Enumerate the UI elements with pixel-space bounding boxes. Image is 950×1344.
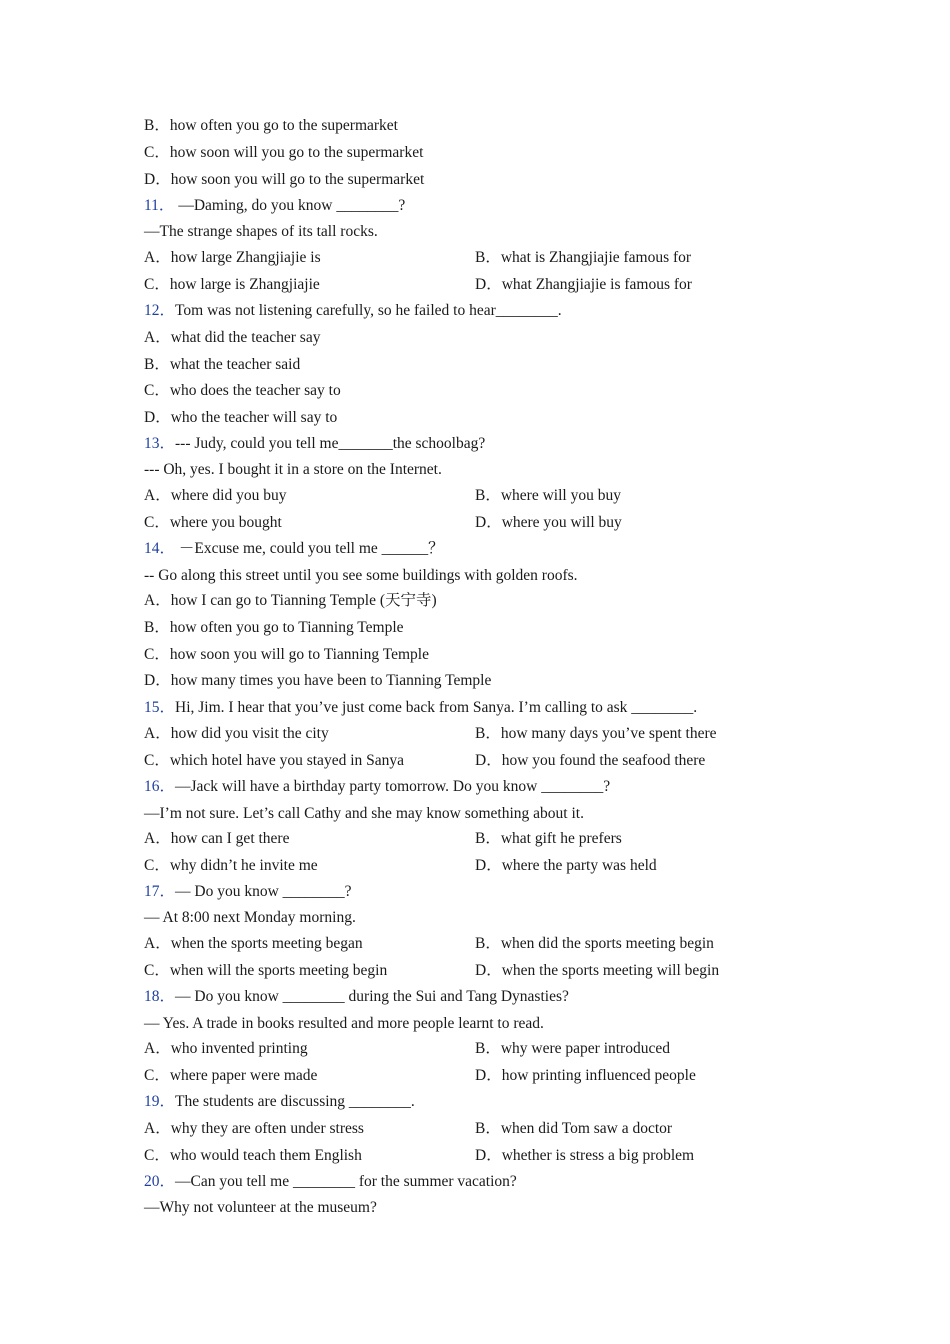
option-c: C．how soon you will go to Tianning Temple [144,646,429,663]
question-number: 20． [144,1173,176,1190]
option-c: C．where you bought [144,514,282,531]
question-17-stem [144,882,352,902]
option-b: B．what the teacher said [144,356,301,373]
question-number: 17． [144,883,176,900]
question-number: 13． [144,435,176,452]
option-b: B．how many days you’ve spent there [475,725,717,742]
option-d: D．when the sports meeting will begin [475,962,720,979]
question-18-stem [144,987,569,1007]
question-text: —Daming, do you know ________? [174,197,406,214]
question-text: --- Judy, could you tell me_______the schoolbag? [175,435,486,452]
option-b: B．when did the sports meeting begin [475,935,714,952]
option-d: D．where you will buy [475,514,622,531]
question-19-stem [144,1092,415,1112]
option-c: C．which hotel have you stayed in Sanya [144,752,405,769]
question-number: 16． [144,778,176,795]
dialog-line: -- Go along this street until you see some buildings with golden roofs. [144,567,578,584]
option-d: D．whether is stress a big problem [475,1147,695,1164]
option-a: A．how did you visit the city [144,725,329,742]
question-text: －Excuse me, could you tell me ______？ [175,540,444,557]
question-11-stem [144,196,405,216]
option-a: A．how large Zhangjiajie is [144,249,321,266]
option-a: A．how can I get there [144,830,290,847]
option-a: A．where did you buy [144,487,287,504]
option-a: A．who invented printing [144,1040,308,1057]
option-c: C．when will the sports meeting begin [144,962,388,979]
option-d: D．who the teacher will say to [144,409,338,426]
option-b: B．why were paper introduced [475,1040,670,1057]
dialog-line: —The strange shapes of its tall rocks. [144,223,378,240]
option-d: D．where the party was held [475,857,657,874]
question-text: The students are discussing ________. [175,1093,415,1110]
option-c: C．where paper were made [144,1067,318,1084]
question-14-stem [144,539,444,559]
option-b: B．what is Zhangjiajie famous for [475,249,692,266]
question-20-stem [144,1172,517,1192]
question-15-stem [144,698,697,718]
question-number: 15． [144,699,176,716]
question-12-stem [144,301,562,321]
option-c: C．how large is Zhangjiajie [144,276,320,293]
question-number: 12． [144,302,176,319]
option-c: C．who does the teacher say to [144,382,341,399]
option-line: C．how soon will you go to the supermarket [144,144,424,161]
question-text: — Do you know ________ during the Sui and Tang Dynasties? [175,988,569,1005]
option-line: B．how often you go to the supermarket [144,117,398,134]
question-number: 18． [144,988,176,1005]
question-text: —Jack will have a birthday party tomorrow. Do you know ________? [175,778,611,795]
option-d: D．how printing influenced people [475,1067,696,1084]
dialog-line: — Yes. A trade in books resulted and more people learnt to read. [144,1015,544,1032]
dialog-line: --- Oh, yes. I bought it in a store on the Internet. [144,461,442,478]
option-b: B．what gift he prefers [475,830,622,847]
option-b: B．how often you go to Tianning Temple [144,619,404,636]
dialog-line: — At 8:00 next Monday morning. [144,909,356,926]
option-a: A．how I can go to Tianning Temple (天宁寺) [144,592,437,609]
question-number: 11． [144,197,175,214]
option-b: B．when did Tom saw a doctor [475,1120,673,1137]
option-a: A．what did the teacher say [144,329,321,346]
option-a: A．when the sports meeting began [144,935,363,952]
option-c: C．who would teach them English [144,1147,362,1164]
option-b: B．where will you buy [475,487,621,504]
option-d: D．how you found the seafood there [475,752,706,769]
question-text: — Do you know ________? [175,883,352,900]
option-d: D．what Zhangjiajie is famous for [475,276,692,293]
dialog-line: —Why not volunteer at the museum? [144,1199,377,1216]
question-text: Tom was not listening carefully, so he failed to hear________. [175,302,562,319]
option-d: D．how many times you have been to Tianning Temple [144,672,492,689]
question-text: —Can you tell me ________ for the summer vacation? [175,1173,517,1190]
question-16-stem [144,777,610,797]
question-number: 14． [144,540,176,557]
question-text: Hi, Jim. I hear that you’ve just come back from Sanya. I’m calling to ask ________. [175,699,698,716]
question-number: 19． [144,1093,176,1110]
option-line: D．how soon you will go to the supermarket [144,171,425,188]
question-13-stem [144,434,485,454]
option-c: C．why didn’t he invite me [144,857,318,874]
dialog-line: —I’m not sure. Let’s call Cathy and she may know something about it. [144,805,584,822]
option-a: A．why they are often under stress [144,1120,364,1137]
